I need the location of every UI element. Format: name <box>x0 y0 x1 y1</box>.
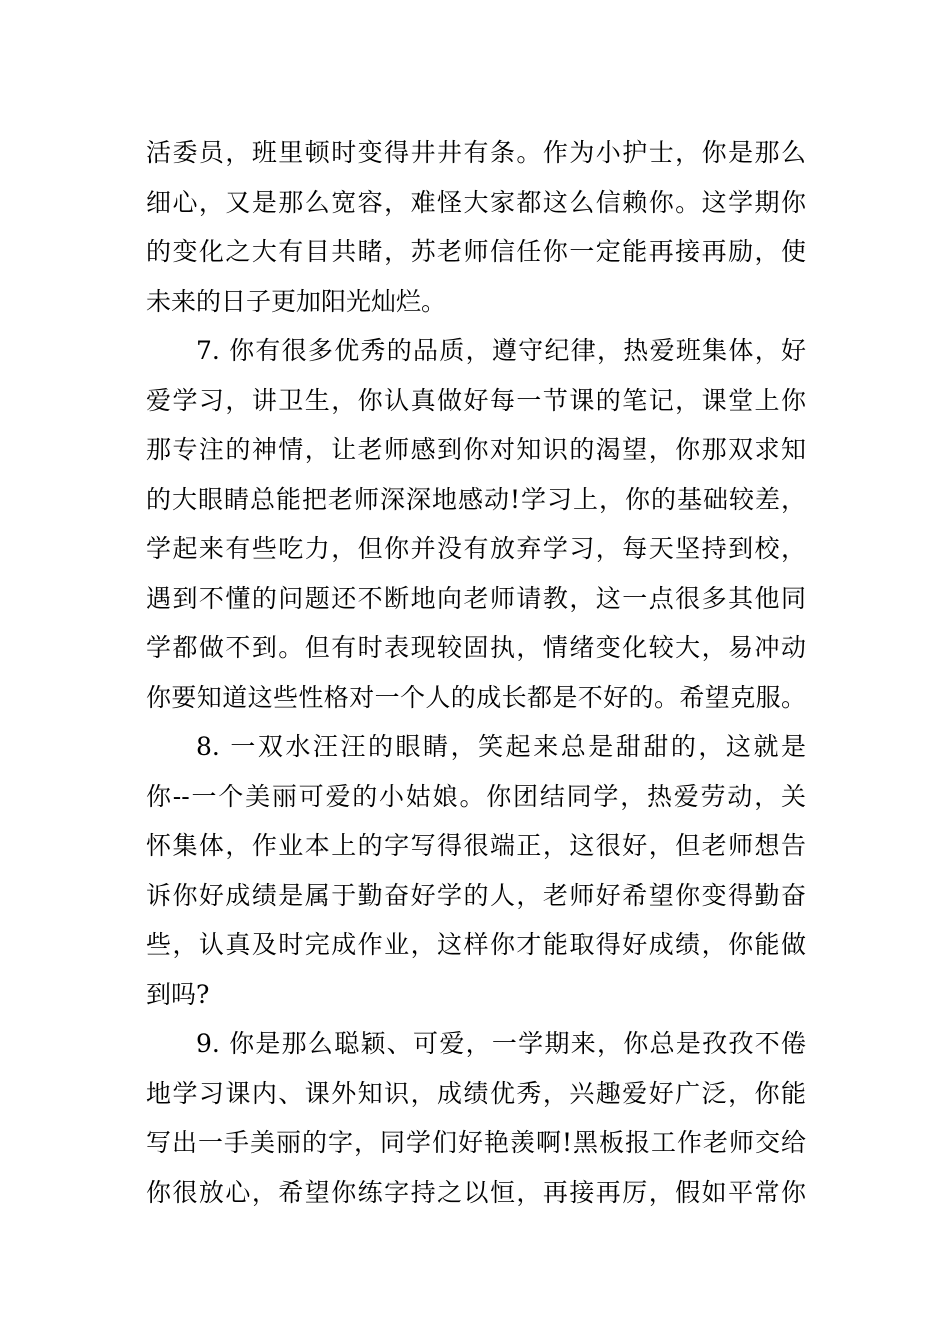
text-line: 学起来有些吃力，但你并没有放弃学习，每天坚持到校， <box>146 534 806 563</box>
text-line: 的变化之大有目共睹，苏老师信任你一定能再接再励，使 <box>146 237 806 266</box>
text-line: 到吗? <box>146 979 210 1009</box>
text-line: 那专注的神情，让老师感到你对知识的渴望，你那双求知 <box>146 435 806 464</box>
text-line: 些，认真及时完成作业，这样你才能取得好成绩，你能做 <box>146 930 806 959</box>
text-line: 怀集体，作业本上的字写得很端正，这很好，但老师想告 <box>146 831 806 860</box>
text-line: 你--一个美丽可爱的小姑娘。你团结同学，热爱劳动，关 <box>146 781 806 811</box>
text-line: 诉你好成绩是属于勤奋好学的人，老师好希望你变得勤奋 <box>146 880 806 910</box>
text-line: 你要知道这些性格对一个人的成长都是不好的。希望克服。 <box>146 682 806 712</box>
text-line: 的大眼睛总能把老师深深地感动!学习上，你的基础较差， <box>146 484 806 514</box>
text-line: 学都做不到。但有时表现较固执，情绪变化较大，易冲动 <box>146 633 806 662</box>
text-line: 地学习课内、课外知识，成绩优秀，兴趣爱好广泛，你能 <box>146 1078 806 1108</box>
text-line: 细心，又是那么宽容，难怪大家都这么信赖你。这学期你 <box>146 187 806 217</box>
text-line: 7. 你有很多优秀的品质，遵守纪律，热爱班集体，好 <box>196 336 806 365</box>
text-line: 遇到不懂的问题还不断地向老师请教，这一点很多其他同 <box>146 583 806 613</box>
text-line: 写出一手美丽的字，同学们好艳羡啊!黑板报工作老师交给 <box>146 1128 806 1157</box>
text-line: 你很放心，希望你练字持之以恒，再接再厉，假如平常你 <box>146 1177 806 1207</box>
text-line: 爱学习，讲卫生，你认真做好每一节课的笔记，课堂上你 <box>146 385 806 415</box>
document-body <box>146 128 806 1217</box>
text-line: 8. 一双水汪汪的眼睛，笑起来总是甜甜的，这就是 <box>196 732 806 761</box>
text-line: 9. 你是那么聪颖、可爱，一学期来，你总是孜孜不倦 <box>196 1029 806 1058</box>
text-line: 活委员，班里顿时变得井井有条。作为小护士，你是那么 <box>146 138 806 167</box>
text-line: 未来的日子更加阳光灿烂。 <box>146 286 447 316</box>
